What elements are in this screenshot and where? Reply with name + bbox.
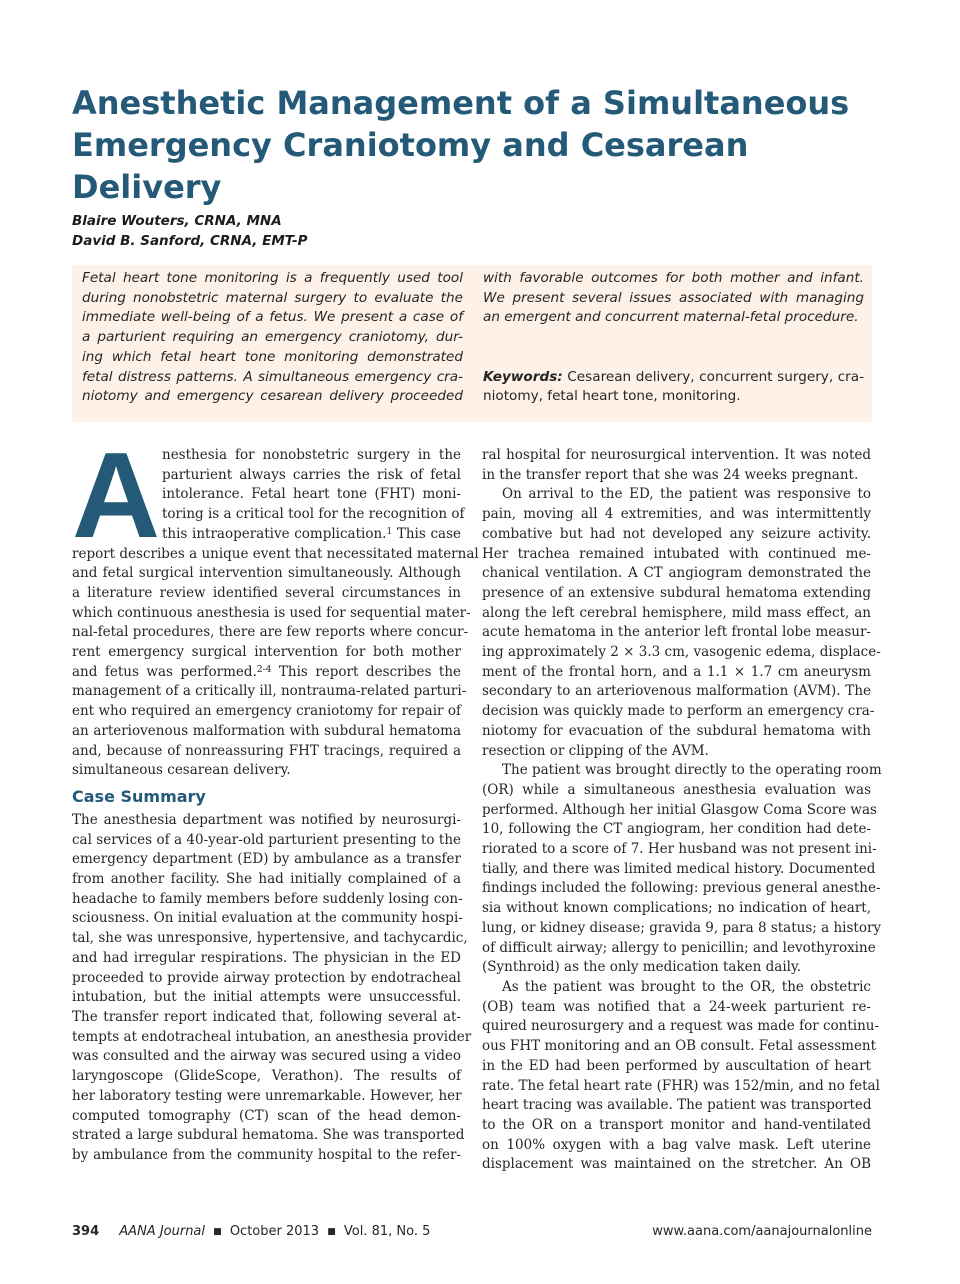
abstract-left-column <box>82 269 463 407</box>
body-line: and, because of nonreassuring FHT tracings, required a <box>72 742 461 759</box>
reference-superscript: 2-4 <box>256 664 272 675</box>
body-text: This case <box>392 525 461 542</box>
body-line: resection or clipping of the AVM. <box>482 742 709 759</box>
body-line: rent emergency surgical intervention for both mother <box>72 644 461 661</box>
body-text: This report describes the <box>271 663 462 680</box>
body-line: secondary to an arteriovenous malformation (AVM). The <box>482 683 871 700</box>
body-line: tempts at endotracheal intubation, an anesthesia provider <box>72 1028 472 1045</box>
section-heading: Case Summary <box>72 786 206 806</box>
body-line: strated a large subdural hematoma. She was transported <box>72 1127 465 1144</box>
body-line: ing approximately 2 × 3.3 cm, vasogenic edema, displace- <box>482 644 881 661</box>
body-line: headache to family members before suddenly losing con- <box>72 890 463 907</box>
article-title <box>72 82 892 208</box>
body-line: findings included the following: previous general anesthe- <box>482 880 881 897</box>
body-line: in the transfer report that she was 24 weeks pregnant. <box>482 466 859 483</box>
body-line: cal services of a 40-year-old parturient presenting to the <box>72 831 461 848</box>
body-line: computed tomography (CT) scan of the head demon- <box>72 1107 461 1124</box>
body-line: The transfer report indicated that, following several at- <box>72 1008 461 1025</box>
body-line: chanical ventilation. A CT angiogram demonstrated the <box>482 565 871 582</box>
body-line: and had irregular respirations. The physician in the ED <box>72 949 461 966</box>
body-line: in the ED had been performed by auscultation of heart <box>482 1057 871 1074</box>
body-line: combative but had not developed any seizure activity. <box>482 525 871 542</box>
body-line: proceeded to provide airway protection by endotracheal <box>72 969 461 986</box>
volume-issue: Vol. 81, No. 5 <box>343 1224 431 1239</box>
abstract-line: We present several issues associated with managing <box>483 289 864 306</box>
body-line: to the OR on a transport monitor and hand-ventilated <box>482 1116 871 1133</box>
body-line: her laboratory testing were unremarkable. However, her <box>72 1087 462 1104</box>
body-line: an arteriovenous malformation with subdural hematoma <box>72 722 461 739</box>
body-line: intolerance. Fetal heart tone (FHT) moni- <box>162 486 461 503</box>
body-line: heart tracing was available. The patient was transported <box>482 1097 872 1114</box>
abstract-line: ing which fetal heart tone monitoring demonstrated <box>82 348 463 365</box>
body-line: and fetal surgical intervention simultaneously. Although <box>72 565 461 582</box>
author: David B. Sanford, CRNA, EMT-P <box>72 233 308 249</box>
body-line: performed. Although her initial Glasgow Coma Score was <box>482 801 877 818</box>
body-line: of difficult airway; allergy to penicillin; and levothyroxine <box>482 939 876 956</box>
title-line: Anesthetic Management of a Simultaneous <box>72 84 850 122</box>
body-line: quired neurosurgery and a request was made for continu- <box>482 1018 880 1035</box>
body-line: nesthesia for nonobstetric surgery in the <box>162 447 461 463</box>
keywords-line <box>483 368 864 388</box>
body-line: The anesthesia department was notified by neurosurgi- <box>72 811 461 828</box>
body-line: ral hospital for neurosurgical intervention. It was noted <box>482 447 871 463</box>
body-line: sia without known complications; no indication of heart, <box>482 900 871 917</box>
abstract-line: fetal distress patterns. A simultaneous emergency cra- <box>82 368 463 385</box>
author-list <box>72 211 307 251</box>
body-line <box>72 663 461 683</box>
body-line: (OR) while a simultaneous anesthesia evaluation was <box>482 781 871 798</box>
keywords-label: Keywords: <box>483 368 563 385</box>
body-line: management of a critically ill, nontrauma-related parturi- <box>72 683 467 700</box>
abstract-line: immediate well-being of a fetus. We present a case of <box>82 309 463 326</box>
body-line: report describes a unique event that necessitated maternal <box>72 545 479 562</box>
body-line: acute hematoma in the anterior left frontal lobe measur- <box>482 624 871 641</box>
page-footer <box>72 1222 872 1242</box>
author: Blaire Wouters, CRNA, MNA <box>72 213 282 229</box>
body-line: a literature review identified several circumstances in <box>72 584 461 601</box>
body-line: parturient always carries the risk of fetal <box>162 466 461 483</box>
body-line: As the patient was brought to the OR, the obstetric <box>502 978 871 995</box>
issue-date: October 2013 <box>229 1224 320 1239</box>
body-line: (Synthroid) as the only medication taken daily. <box>482 959 802 976</box>
body-line: intubation, but the initial attempts were unsuccessful. <box>72 989 461 1006</box>
abstract-line: a parturient requiring an emergency craniotomy, dur- <box>82 329 463 346</box>
body-text: this intraoperative complication. <box>162 525 387 542</box>
body-line: toring is a critical tool for the recognition of <box>162 506 465 523</box>
body-line: laryngoscope (GlideScope, Verathon). The results of <box>72 1068 461 1085</box>
body-line: On arrival to the ED, the patient was responsive to <box>502 486 871 503</box>
body-line: presence of an extensive subdural hematoma extending <box>482 584 871 601</box>
body-line: (OB) team was notified that a 24-week parturient re- <box>482 998 871 1015</box>
reference-superscript: 1 <box>386 526 393 537</box>
body-line: lung, or kidney disease; gravida 9, para 8 status; a history <box>482 919 882 936</box>
body-line: sciousness. On initial evaluation at the community hospi- <box>72 910 463 927</box>
body-line: displacement was maintained on the stretcher. An OB <box>482 1156 871 1173</box>
square-separator-icon: ■ <box>213 1227 222 1237</box>
body-line: rate. The fetal heart rate (FHR) was 152/min, and no fetal <box>482 1077 880 1094</box>
body-line: which continuous anesthesia is used for sequential mater- <box>72 604 471 621</box>
body-left-column <box>72 427 479 1166</box>
body-line: along the left cerebral hemisphere, mild mass effect, an <box>482 604 871 621</box>
body-line: simultaneous cesarean delivery. <box>72 762 291 779</box>
body-line: pain, moving all 4 extremities, and was intermittently <box>482 506 871 523</box>
abstract-line: with favorable outcomes for both mother and infant. <box>483 270 864 286</box>
body-text: and fetus was performed. <box>72 663 257 680</box>
abstract-line: during nonobstetric maternal surgery to evaluate the <box>82 289 463 306</box>
body-line: from another facility. She had initially complained of a <box>72 871 461 888</box>
abstract-line: Fetal heart tone monitoring is a frequently used tool <box>82 270 463 286</box>
square-separator-icon: ■ <box>327 1227 336 1237</box>
abstract-right-column <box>483 269 864 407</box>
body-line: 10, following the CT angiogram, her condition had dete- <box>482 821 871 838</box>
body-line: by ambulance from the community hospital to the refer- <box>72 1146 461 1163</box>
body-line: tially, and there was limited medical history. Documented <box>482 860 876 877</box>
title-line: Emergency Craniotomy and Cesarean Delivery <box>72 126 749 206</box>
body-line: riorated to a score of 7. Her husband was not present ini- <box>482 841 877 858</box>
keywords-line: niotomy, fetal heart tone, monitoring. <box>483 388 741 405</box>
body-line: on 100% oxygen with a bag valve mask. Left uterine <box>482 1136 871 1153</box>
body-line: ment of the frontal horn, and a 1.1 × 1.7 cm aneurysm <box>482 663 871 680</box>
body-line: emergency department (ED) by ambulance as a transfer <box>72 851 461 868</box>
body-line: niotomy for evacuation of the subdural hematoma with <box>482 722 871 739</box>
body-line: ent who required an emergency craniotomy for repair of <box>72 703 461 720</box>
body-line: nal-fetal procedures, there are few reports where concur- <box>72 624 469 641</box>
body-line: decision was quickly made to perform an emergency cra- <box>482 703 875 720</box>
keywords-text: Cesarean delivery, concurrent surgery, cra- <box>567 368 865 385</box>
body-line: tal, she was unresponsive, hypertensive, and tachycardic, <box>72 930 468 947</box>
journal-website-link[interactable]: www.aana.com/aanajournalonline <box>652 1224 872 1239</box>
drop-cap: A <box>72 427 161 563</box>
body-line: ous FHT monitoring and an OB consult. Fetal assessment <box>482 1038 877 1055</box>
body-right-column <box>482 446 882 1175</box>
abstract-line: niotomy and emergency cesarean delivery proceeded <box>82 388 463 405</box>
page-number: 394 <box>72 1224 100 1239</box>
body-line <box>72 525 461 545</box>
body-line: The patient was brought directly to the operating room <box>502 762 882 779</box>
body-line: was consulted and the airway was secured using a video <box>72 1048 461 1065</box>
body-line: Her trachea remained intubated with continued me- <box>482 545 871 562</box>
journal-name: AANA Journal <box>119 1224 206 1239</box>
abstract-line: an emergent and concurrent maternal-fetal procedure. <box>483 309 859 326</box>
